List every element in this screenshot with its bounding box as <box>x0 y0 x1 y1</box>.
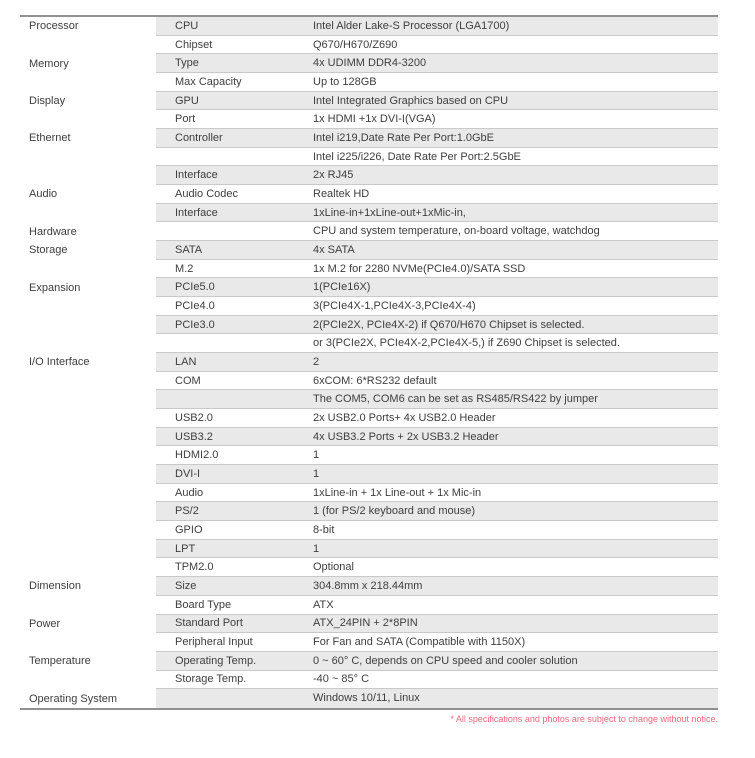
table-row <box>20 540 718 559</box>
category-cell <box>20 633 156 652</box>
table-row <box>20 633 718 652</box>
category-cell: Storage <box>29 244 68 257</box>
category-cell <box>20 334 156 353</box>
category-cell <box>20 390 156 409</box>
row-striped-area <box>156 278 718 297</box>
category-cell: Operating System <box>29 692 118 705</box>
item-cell: Standard Port <box>175 617 243 630</box>
value-cell: 1xLine-in + 1x Line-out + 1x Mic-in <box>313 486 482 499</box>
item-cell: CPU <box>175 19 199 32</box>
value-cell: 1xLine-in+1xLine-out+1xMic-in, <box>313 206 466 219</box>
item-cell: TPM2.0 <box>175 561 214 574</box>
table-row <box>20 558 718 577</box>
row-striped-area <box>156 596 718 615</box>
item-cell <box>156 148 313 166</box>
table-row <box>20 166 718 185</box>
value-cell: Up to 128GB <box>313 75 377 88</box>
table-row <box>20 446 718 465</box>
category-cell: Hardware <box>29 225 77 238</box>
value-cell: Intel i219,Date Rate Per Port:1.0GbE <box>313 131 494 144</box>
category-cell: Temperature <box>29 655 91 668</box>
row-striped-area <box>156 577 718 596</box>
category-cell <box>20 297 156 316</box>
category-cell <box>20 428 156 447</box>
table-row <box>20 671 718 690</box>
item-cell: M.2 <box>175 262 194 275</box>
category-cell: Processor <box>29 20 79 33</box>
table-row <box>20 54 718 73</box>
item-cell: Chipset <box>175 38 213 51</box>
value-cell: 3(PCIe4X-1,PCIe4X-3,PCIe4X-4) <box>313 299 476 312</box>
table-row <box>20 615 718 634</box>
item-cell: Operating Temp. <box>175 654 257 667</box>
row-striped-area <box>156 204 718 223</box>
item-cell: HDMI2.0 <box>175 449 219 462</box>
category-cell: Dimension <box>29 580 81 593</box>
category-cell: Ethernet <box>29 132 71 145</box>
row-striped-area <box>156 166 718 185</box>
row-striped-area <box>156 185 718 204</box>
value-cell: Optional <box>313 561 354 574</box>
row-striped-area <box>156 615 718 634</box>
row-striped-area <box>156 633 718 652</box>
category-cell <box>20 110 156 129</box>
item-cell: Interface <box>175 206 218 219</box>
table-row <box>20 185 718 204</box>
category-cell <box>20 316 156 335</box>
item-cell: USB2.0 <box>175 411 213 424</box>
item-cell: Audio Codec <box>175 187 238 200</box>
table-row <box>20 148 718 167</box>
table-row <box>20 428 718 447</box>
row-striped-area <box>156 148 718 167</box>
item-cell: PS/2 <box>175 505 199 518</box>
category-cell: Memory <box>29 57 69 70</box>
category-cell: Power <box>29 617 61 630</box>
row-striped-area <box>156 521 718 540</box>
row-striped-area <box>156 446 718 465</box>
row-striped-area <box>156 129 718 148</box>
table-row <box>20 409 718 428</box>
row-striped-area <box>156 73 718 92</box>
category-cell <box>20 36 156 55</box>
row-striped-area <box>156 502 718 521</box>
value-cell: Intel i225/i226, Date Rate Per Port:2.5GbE <box>313 150 521 163</box>
table-row <box>20 465 718 484</box>
value-cell: Q670/H670/Z690 <box>313 38 398 51</box>
value-cell: 1 <box>313 467 320 480</box>
item-cell: LPT <box>175 542 196 555</box>
value-cell: 1x M.2 for 2280 NVMe(PCIe4.0)/SATA SSD <box>313 262 526 275</box>
row-striped-area <box>156 54 718 73</box>
item-cell: Storage Temp. <box>175 673 247 686</box>
item-cell: GPIO <box>175 523 203 536</box>
row-striped-area <box>156 353 718 372</box>
item-cell: Interface <box>175 169 218 182</box>
item-cell: SATA <box>175 243 203 256</box>
category-cell <box>20 540 156 559</box>
row-striped-area <box>156 428 718 447</box>
value-cell: 1 <box>313 449 320 462</box>
category-cell <box>20 558 156 577</box>
table-row <box>20 241 718 260</box>
value-cell: ATX <box>313 598 334 611</box>
table-row <box>20 17 718 36</box>
table-row <box>20 92 718 111</box>
value-cell: Intel Integrated Graphics based on CPU <box>313 94 509 107</box>
row-striped-area <box>156 484 718 503</box>
item-cell: USB3.2 <box>175 430 213 443</box>
row-striped-area <box>156 334 718 353</box>
table-row <box>20 204 718 223</box>
item-cell: PCIe3.0 <box>175 318 215 331</box>
table-row <box>20 372 718 391</box>
category-cell <box>20 465 156 484</box>
row-striped-area <box>156 110 718 129</box>
item-cell: PCIe5.0 <box>175 281 215 294</box>
category-cell: Audio <box>29 188 58 201</box>
value-cell: 2 <box>313 355 320 368</box>
category-cell <box>20 446 156 465</box>
value-cell: 1(PCIe16X) <box>313 281 371 294</box>
item-cell: DVI-I <box>175 467 201 480</box>
value-cell: ATX_24PIN + 2*8PIN <box>313 617 418 630</box>
table-row <box>20 484 718 503</box>
value-cell: 304.8mm x 218.44mm <box>313 579 423 592</box>
value-cell: 2x USB2.0 Ports+ 4x USB2.0 Header <box>313 411 496 424</box>
table-row <box>20 577 718 596</box>
row-striped-area <box>156 465 718 484</box>
item-cell <box>156 689 313 707</box>
value-cell: CPU and system temperature, on-board voltage, watchdog <box>313 225 600 238</box>
value-cell: 6xCOM: 6*RS232 default <box>313 374 437 387</box>
row-striped-area <box>156 17 718 36</box>
value-cell: 1x HDMI +1x DVI-I(VGA) <box>313 113 436 126</box>
category-cell <box>20 596 156 615</box>
row-striped-area <box>156 652 718 671</box>
item-cell: Board Type <box>175 598 232 611</box>
item-cell: Controller <box>175 131 223 144</box>
table-row <box>20 316 718 335</box>
value-cell: 2x RJ45 <box>313 169 354 182</box>
value-cell: 2(PCIe2X, PCIe4X-2) if Q670/H670 Chipset is selected. <box>313 318 585 331</box>
table-row <box>20 652 718 671</box>
value-cell: or 3(PCIe2X, PCIe4X-2,PCIe4X-5,) if Z690 Chipset is selected. <box>313 337 620 350</box>
table-row <box>20 278 718 297</box>
category-cell <box>20 204 156 223</box>
category-cell: Expansion <box>29 281 81 294</box>
table-row <box>20 502 718 521</box>
table-row <box>20 596 718 615</box>
item-cell: Peripheral Input <box>175 636 253 648</box>
value-cell: Windows 10/11, Linux <box>313 692 420 705</box>
table-row <box>20 353 718 372</box>
value-cell: 8-bit <box>313 523 335 536</box>
table-row <box>20 260 718 279</box>
row-striped-area <box>156 689 718 708</box>
value-cell: The COM5, COM6 can be set as RS485/RS422 by jumper <box>313 393 598 406</box>
table-row <box>20 521 718 540</box>
category-cell <box>20 73 156 92</box>
row-striped-area <box>156 316 718 335</box>
value-cell: 1 (for PS/2 keyboard and mouse) <box>313 505 476 518</box>
row-striped-area <box>156 260 718 279</box>
item-cell: LAN <box>175 355 197 368</box>
spec-table <box>20 15 718 710</box>
item-cell: COM <box>175 374 201 387</box>
category-cell <box>20 260 156 279</box>
category-cell <box>20 372 156 391</box>
table-row <box>20 73 718 92</box>
item-cell <box>156 334 313 352</box>
item-cell <box>156 222 313 240</box>
row-striped-area <box>156 558 718 577</box>
category-cell <box>20 409 156 428</box>
value-cell: 1 <box>313 542 320 555</box>
value-cell: For Fan and SATA (Compatible with 1150X) <box>313 636 526 648</box>
table-row <box>20 110 718 129</box>
row-striped-area <box>156 222 718 241</box>
value-cell: 4x UDIMM DDR4-3200 <box>313 57 427 70</box>
item-cell: GPU <box>175 94 199 107</box>
table-row <box>20 689 718 708</box>
item-cell: Type <box>175 57 199 70</box>
row-striped-area <box>156 92 718 111</box>
category-cell <box>20 484 156 503</box>
item-cell: Audio <box>175 486 204 499</box>
category-cell <box>20 148 156 167</box>
category-cell <box>20 166 156 185</box>
table-row <box>20 297 718 316</box>
value-cell: Intel Alder Lake-S Processor (LGA1700) <box>313 19 510 32</box>
table-row <box>20 129 718 148</box>
value-cell: 4x SATA <box>313 243 355 256</box>
value-cell: 0 ~ 60° C, depends on CPU speed and cooler solution <box>313 654 578 667</box>
row-striped-area <box>156 671 718 690</box>
table-row <box>20 334 718 353</box>
item-cell: Size <box>175 579 197 592</box>
item-cell: PCIe4.0 <box>175 299 215 312</box>
row-striped-area <box>156 540 718 559</box>
category-cell <box>20 521 156 540</box>
category-cell: Display <box>29 95 66 108</box>
row-striped-area <box>156 297 718 316</box>
row-striped-area <box>156 241 718 260</box>
item-cell: Max Capacity <box>175 75 242 88</box>
table-row <box>20 390 718 409</box>
category-cell: I/O Interface <box>29 356 90 369</box>
table-row <box>20 222 718 241</box>
category-cell <box>20 671 156 690</box>
footnote: * All specifications and photos are subject to change without notice. <box>450 714 718 724</box>
row-striped-area <box>156 36 718 55</box>
row-striped-area <box>156 390 718 409</box>
item-cell <box>156 390 313 408</box>
value-cell: 4x USB3.2 Ports + 2x USB3.2 Header <box>313 430 499 443</box>
row-striped-area <box>156 372 718 391</box>
value-cell: -40 ~ 85° C <box>313 673 370 686</box>
item-cell: Port <box>175 113 196 126</box>
category-cell <box>20 502 156 521</box>
row-striped-area <box>156 409 718 428</box>
table-row <box>20 36 718 55</box>
value-cell: Realtek HD <box>313 187 370 200</box>
